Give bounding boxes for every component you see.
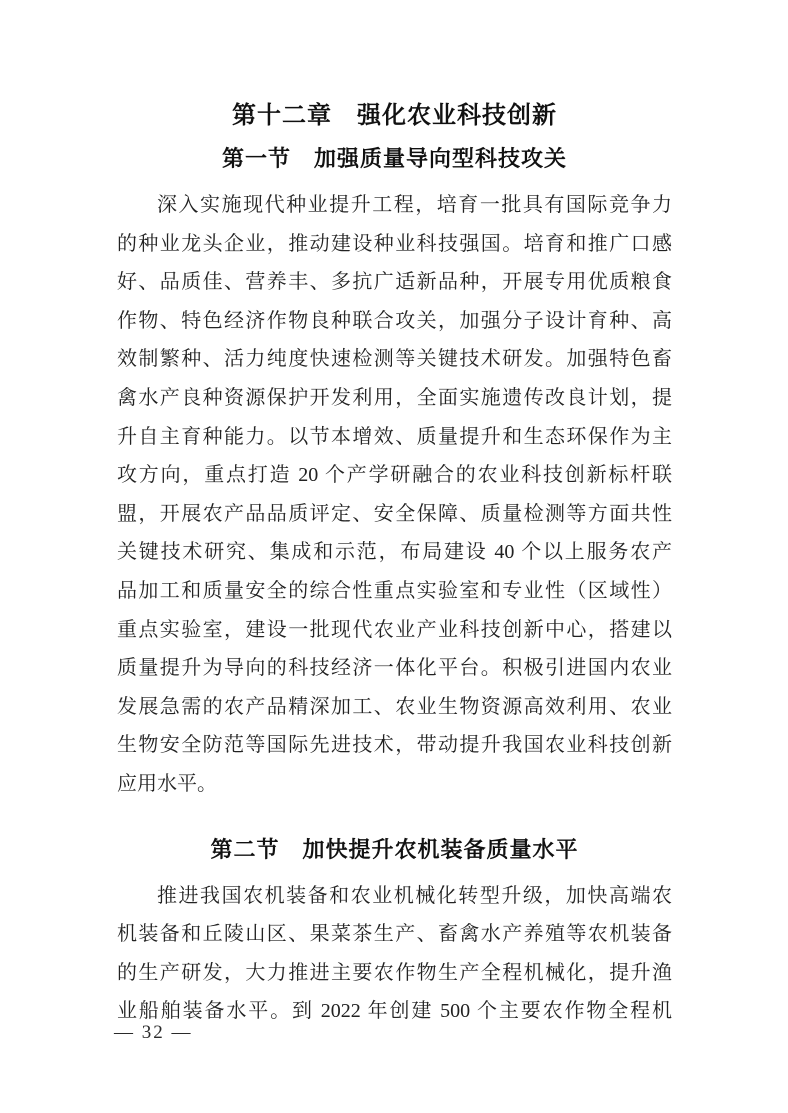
body-line: 品加工和质量安全的综合性重点实验室和专业性（区域性）	[117, 579, 672, 602]
body-line: 禽水产良种资源保护开发利用，全面实施遗传改良计划，提	[117, 386, 672, 409]
chapter-title: 第十二章 强化农业科技创新	[232, 102, 557, 129]
body-line: 效制繁种、活力纯度快速检测等关键技术研发。加强特色畜	[117, 348, 672, 371]
body-line: 重点实验室，建设一批现代农业产业科技创新中心，搭建以	[117, 618, 672, 641]
body-line: 生物安全防范等国际先进技术，带动提升我国农业科技创新	[117, 734, 672, 757]
body-line: 升自主育种能力。以节本增效、质量提升和生态环保作为主	[117, 425, 672, 448]
body-line: 质量提升为导向的科技经济一体化平台。积极引进国内农业	[117, 657, 672, 680]
body-line: 深入实施现代种业提升工程，培育一批具有国际竞争力	[157, 194, 672, 216]
body-line: 业船舶装备水平。到 2022 年创建 500 个主要农作物全程机	[117, 1000, 672, 1023]
body-line: 发展急需的农产品精深加工、农业生物资源高效利用、农业	[117, 695, 672, 718]
section-2-paragraph	[117, 877, 672, 1031]
body-line: 好、品质佳、营养丰、多抗广适新品种，开展专用优质粮食	[117, 271, 672, 294]
body-line: 应用水平。	[117, 772, 217, 795]
body-line: 推进我国农机装备和农业机械化转型升级，加快高端农	[157, 884, 672, 907]
section-2-heading: 第二节 加快提升农机装备质量水平	[210, 836, 579, 862]
section-1-paragraph	[117, 186, 672, 804]
body-line: 机装备和丘陵山区、果菜茶生产、畜禽水产养殖等农机装备	[117, 923, 672, 946]
body-line: 的种业龙头企业，推动建设种业科技强国。培育和推广口感	[117, 232, 672, 255]
section-1-heading: 第一节 加强质量导向型科技攻关	[221, 146, 567, 171]
page-number: — 32 —	[114, 1022, 193, 1043]
body-line: 的生产研发，大力推进主要农作物生产全程机械化，提升渔	[117, 961, 672, 984]
body-line: 盟，开展农产品品质评定、安全保障、质量检测等方面共性	[117, 502, 672, 525]
body-line: 作物、特色经济作物良种联合攻关，加强分子设计育种、高	[117, 309, 672, 332]
body-line: 关键技术研究、集成和示范，布局建设 40 个以上服务农产	[117, 541, 672, 564]
body-line: 攻方向，重点打造 20 个产学研融合的农业科技创新标杆联	[117, 464, 672, 487]
